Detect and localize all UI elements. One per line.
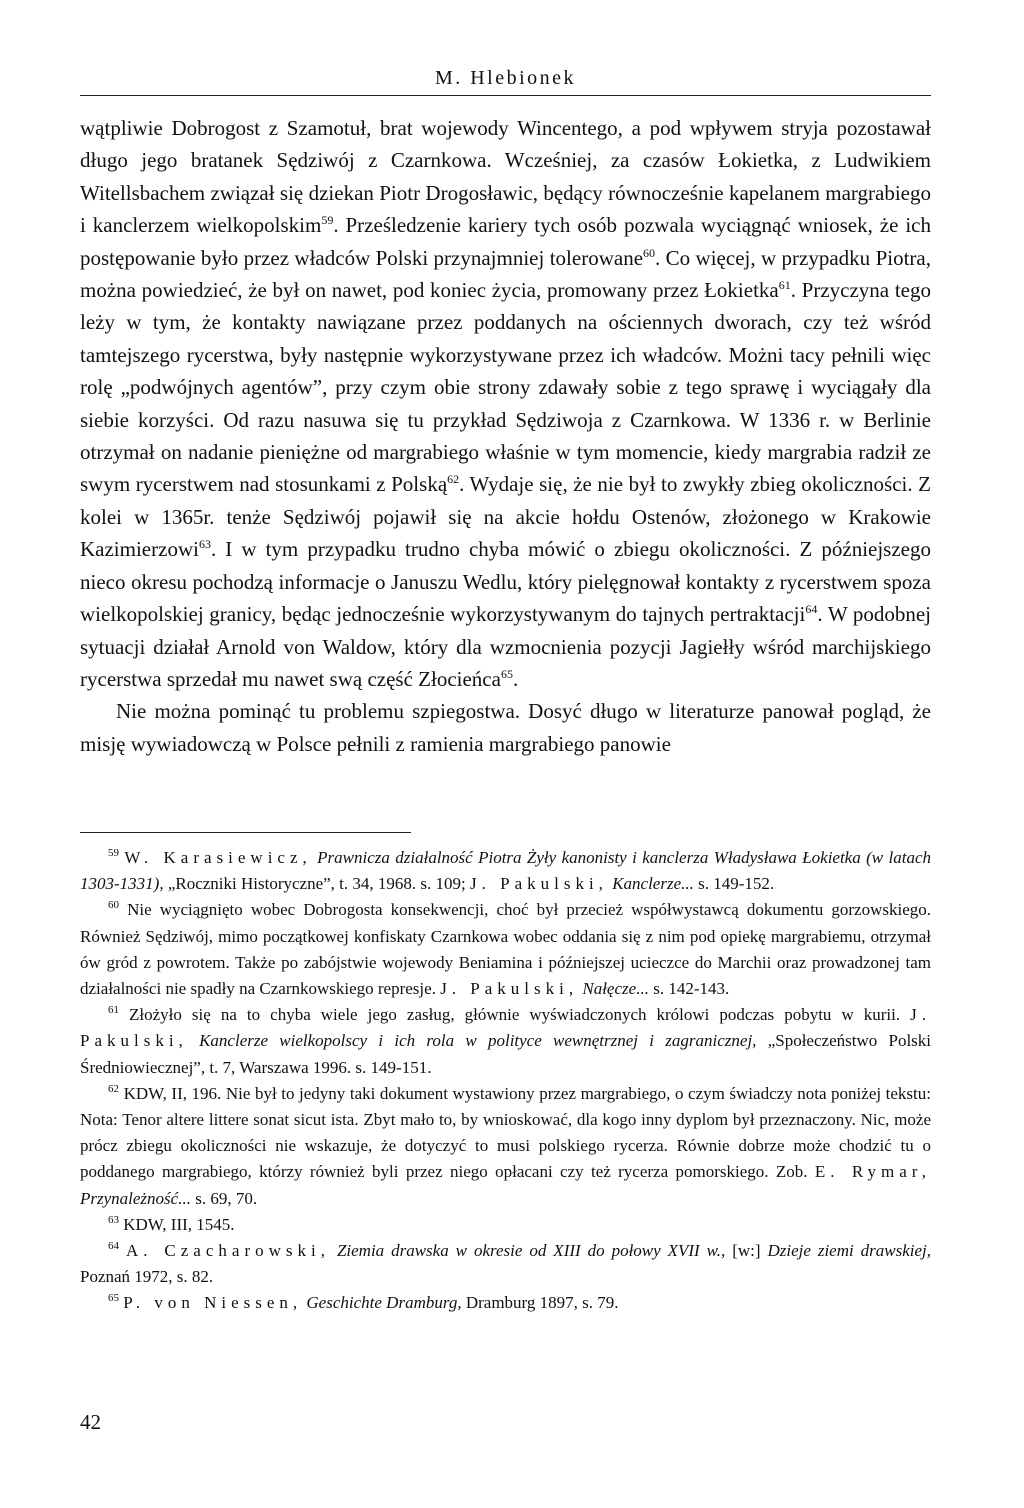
footnote-author: W. Karasiewicz,: [124, 848, 312, 867]
header-rule: [80, 95, 931, 96]
footnote-author: A. Czacharowski,: [125, 1241, 330, 1261]
footnote-title: Dzieje ziemi drawskiej,: [767, 1241, 932, 1261]
footnote-title: Nałęcze...: [582, 979, 649, 999]
footnote-author: J. Pakulski,: [470, 874, 608, 894]
footnote-author: J. Pakulski,: [440, 979, 579, 999]
footnote-63: $^{63}$ KDW, III, 1545.: [108, 1213, 235, 1234]
footnote-ref-64: 64: [805, 602, 818, 617]
footnote-title: Kanclerze wielkopolscy i ich rola w polityce wewnętrznej i zagranicznej,: [199, 1031, 757, 1051]
footnote-number: 60: [108, 899, 119, 912]
page-number: 42: [80, 1410, 101, 1434]
footnote-author: E. Rymar,: [814, 1162, 932, 1182]
footnote-ref-65: 65: [500, 666, 513, 681]
running-header: M. Hlebionek: [434, 67, 577, 89]
footnote-59: $^{59}$ W. Karasiewicz, Prawnicza działalność Piotra Żyły kanonisty i kanclerza Władysława Łokietka (w latach 1303-1331), „Roczniki Historyczne”, t. 34, 1968. s. 109; J. Pakulski, Kanclerze... s. 149-152.: [80, 847, 931, 894]
paragraph-2: Nie można pominąć tu problemu szpiegostwa. Dosyć długo w literaturze panował pogląd, że misję wywiadowczą w Polsce pełnili z ramienia margrabiego panowie: [80, 699, 931, 756]
main-text: [80, 112, 931, 760]
paragraph-1: wątpliwie Dobrogost z Szamotuł, brat wojewody Wincentego, a pod wpływem stryja pozostawał długo jego bratanek Sędziwój z Czarnkowa. Wcześniej, za czasów Łokietka, z Ludwikiem Witellsbachem związał się dziekan Piotr Drogosławic, będący równocześnie kapelanem margrabiego i kanclerzem wielkopolskim$^{59}$. Prześledzenie kariery tych osób pozwala wyciągnąć wniosek, że ich postępowanie było przez władców Polski przynajmniej tolerowane$^{60}$. Co więcej, w przypadku Piotra, można powiedzieć, że był on nawet, pod koniec życia, promowany przez Łokietka$^{61}$. Przyczyna tego leży w tym, że kontakty nawiązane przez poddanych na ościennych dworach, czy też wśród tamtejszego rycerstwa, były następnie wykorzystywane przez ich władców. Możni tacy pełnili więc rolę „podwójnych agentów”, przy czym obie strony zdawały sobie z tego sprawę i wyciągały dla siebie korzyści. Od razu nasuwa się tu przykład Sędziwoja z Czarnkowa. W 1336 r. w Berlinie otrzymał on nadanie pieniężne od margrabiego właśnie w tym momencie, kiedy margrabia radził ze swym rycerstwem nad stosunkami z Polską$^{62}$. Wydaje się, że nie był to zwykły zbieg okoliczności. Z kolei w 1365r. tenże Sędziwój pojawił się na akcie hołdu Ostenów, złożonego w Krakowie Kazimierzowi$^{63}$. I w tym przypadku trudno chyba mówić o zbiegu okoliczności. Z późniejszego nieco okresu pochodzą informacje o Januszu Wedlu, który pielęgnował kontakty z rycerstwem spoza wielkopolskiej granicy, będąc jednocześnie wykorzystywanym do tajnych pertraktacji$^{64}$. W podobnej sytuacji działał Arnold von Waldow, który dla wzmocnienia pozycji Jagiełły wśród marchijskiego rycerstwa sprzedał mu nawet swą część Złocieńca$^{65}$.: [80, 116, 932, 691]
footnote-65: $^{65}$ P. von Niessen, Geschichte Dramburg, Dramburg 1897, s. 79.: [108, 1292, 619, 1313]
footnote-title: Geschichte Dramburg,: [306, 1293, 462, 1313]
footnote-number: 63: [108, 1213, 119, 1226]
footnote-ref-62: 62: [447, 472, 460, 487]
footnote-61: $^{61}$ Złożyło się na to chyba wiele jego zasług, głównie wyświadczonych królowi podczas pobytu w kurii. J. Pakulski, Kanclerze wielkopolscy i ich rola w polityce wewnętrznej i zagranicznej, „Społeczeństwo Polski Średniowiecznej”, t. 7, Warszawa 1996. s. 149-151.: [80, 1004, 932, 1077]
footnote-number: 59: [108, 847, 119, 859]
footnote-62: $^{62}$ KDW, II, 196. Nie był to jedyny taki dokument wystawiony przez margrabiego, o czym świadczy nota poniżej tekstu: Nota: Tenor altere littere sonat sicut ista. Zbyt mało to, by wnioskować, dla kogo inny dyplom był przeznaczony. Nic, może prócz zbiegu okoliczności nie wskazuje, że dotyczyć to musi polskiego rycerza. Równie dobrze może chodzić tu o poddanego margrabiego, którzy również byli przez niego opłacani czy też rycerza pomorskiego. Zob. E. Rymar, Przynależność... s. 69, 70.: [80, 1082, 932, 1208]
footnote-separator: [80, 832, 411, 833]
footnote-title: Przynależność...: [80, 1188, 191, 1208]
footnote-ref-61: 61: [778, 278, 791, 293]
footnote-title: Ziemia drawska w okresie od XIII do połowy XVII w.,: [336, 1241, 726, 1261]
footnote-title: Kanclerze...: [612, 874, 694, 894]
footnote-author: P. von Niessen,: [123, 1293, 303, 1313]
footnote-number: 61: [108, 1004, 119, 1017]
footnote-number: 65: [108, 1292, 119, 1305]
footnote-ref-60: 60: [643, 245, 656, 260]
footnote-author: J. Pakulski,: [80, 1005, 932, 1051]
footnote-ref-63: 63: [198, 537, 211, 552]
footnote-60: $^{60}$ Nie wyciągnięto wobec Dobrogosta konsekwencji, choć był przecież współwystawcą dokumentu gorzowskiego. Również Sędziwój, mimo początkowej konfiskaty Czarnkowa wobec oddania się z nim pod opiekę margrabiemu, otrzymał ów gród z powrotem. Także po zabójstwie wojewody Beniamina i późniejszej ucieczce do Marchii oraz prowadzonej tam działalności nie spadły na Czarnkowskiego represje. J. Pakulski, Nałęcze... s. 142-143.: [80, 899, 931, 999]
footnote-64: $^{64}$ A. Czacharowski, Ziemia drawska w okresie od XIII do połowy XVII w., [w:] Dzieje ziemi drawskiej, Poznań 1972, s. 82.: [80, 1240, 932, 1287]
footnotes: [80, 845, 931, 1317]
footnote-number: 64: [108, 1240, 119, 1253]
footnote-number: 62: [108, 1082, 119, 1095]
footnote-ref-59: 59: [321, 213, 334, 228]
footnote-title: Prawnicza działalność Piotra Żyły kanonisty i kanclerza Władysława Łokietka (w latach 1303-1331),: [80, 848, 931, 894]
